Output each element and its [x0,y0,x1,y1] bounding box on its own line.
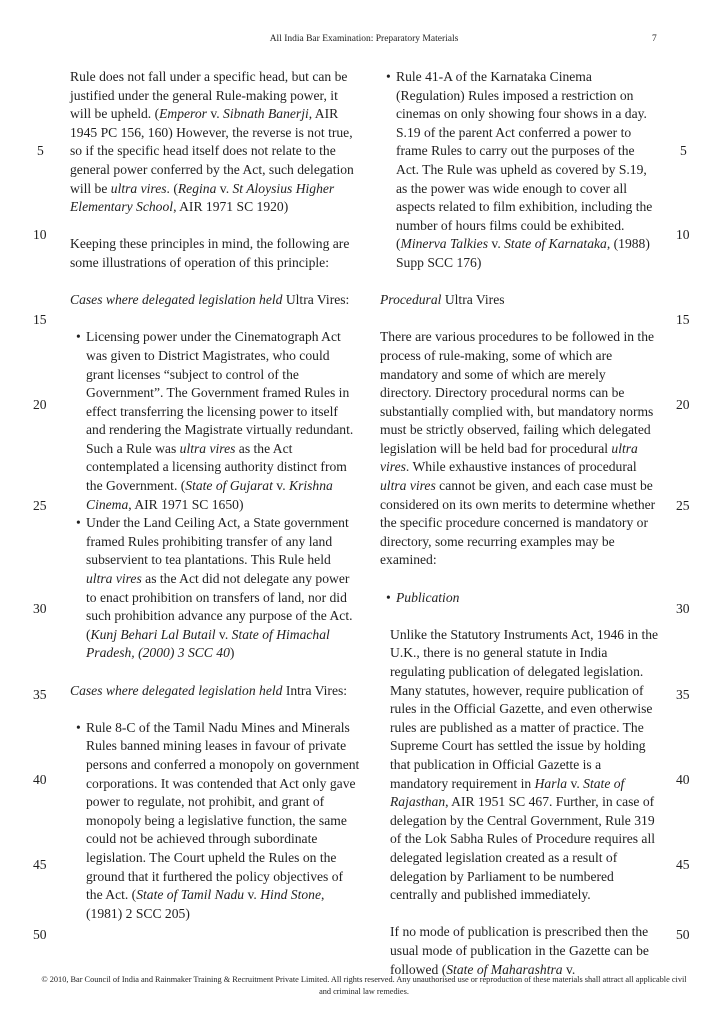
procedures-paragraph: There are various procedures to be followed in the process of rule-making, some of which are mandatory and some of which are merely directory. Directory procedural norms can be substantially complied with, but mandatory norms must be strictly observed, failing which delegated legislation will be held bad for procedural ultra vires. While exhaustive instances of procedural ultra vires cannot be given, and each case must be considered on its own merits to determine whether the specific procedure concerned is mandatory or directory, some recurring examples may be examined: [380,329,656,568]
page-number: 7 [652,34,657,44]
list-item: • Under the Land Ceiling Act, a State government framed Rules prohibiting transfer of any land subservient to tea plantations. This Rule held ultra vires as the Act did not delegate any power to enact prohibition on transfers of land, nor did such prohibition advance any purpose of the Act. (Kunj Behari Lal Butail v. State of Himachal Pradesh, (2000) 3 SCC 40) [70,514,360,663]
list-item: • Rule 41-A of the Karnataka Cinema (Regulation) Rules imposed a restriction on cinemas on only showing four shows in a day. S.19 of the parent Act conferred a power to frame Rules to carry out the purposes of the Act. The Rule was upheld as covered by S.19, as the power was wide enough to cover all aspects related to film exhibition, including the number of hours films could be exhibited. (Minerva Talkies v. State of Karnataka, (1988) Supp SCC 176) [380,68,660,273]
list-item: • Licensing power under the Cinematograph Act was given to District Magistrates, who could grant licenses “subject to control of the Government”. The Government framed Rules in effect transferring the licensing power to itself and rendering the Magistrate virtually redundant. Such a Rule was ultra vires as the Act contemplated a licensing authority distinct from the Government. (State of Gujarat v. Krishna Cinema, AIR 1971 SC 1650) [70,328,360,514]
line-number-right-40: 40 [676,772,690,787]
line-number-right-5: 5 [680,143,687,158]
publication-paragraph: Unlike the Statutory Instruments Act, 1946 in the U.K., there is no general statute in India regulating publication of delegated legislation. Many statutes, however, require publication of rules in the Official Gazette, and even otherwise rules are published as a matter of practice. The Supreme Court has settled the issue by holding that publication in Official Gazette is a mandatory requirement in Harla v. State of Rajasthan, AIR 1951 SC 467. Further, in case of delegation by the Central Government, Rule 319 of the Lok Sabha Rules of Procedure requires all delegated legislation created as a result of delegation by Parliament to be numbered centrally and published immediately. [390,626,659,903]
line-number-right-30: 30 [676,601,690,616]
line-number-left-40: 40 [33,772,47,787]
copyright-footer: © 2010, Bar Council of India and Rainmaker Training & Recruitment Private Limited. All rights reserved. Any unauthorised use or reproduction of these materials shall attract all applicable civil and criminal law remedies. [41,975,687,996]
line-number-left-30: 30 [33,601,47,616]
left-column [70,68,360,923]
line-number-left-35: 35 [33,687,47,702]
line-number-left-25: 25 [33,498,47,513]
publication-heading-list [380,589,660,608]
line-number-left-10: 10 [33,227,47,242]
list-item: • Rule 8-C of the Tamil Nadu Mines and Minerals Rules banned mining leases in favour of private persons and conferred a monopoly on government corporations. It was contended that Act only gave power to regulate, not prohibit, and grant of monopoly being a legislative function, the same could not be achieved through subordinate legislation. The Court upheld the Rules on the ground that it furthered the policy objectives of the Act. (State of Tamil Nadu v. Hind Stone, (1981) 2 SCC 205) [70,719,360,924]
line-number-left-45: 45 [33,857,47,872]
karnataka-list [380,68,660,273]
ultra-vires-list [70,328,360,663]
line-number-left-15: 15 [33,312,47,327]
line-number-right-45: 45 [676,857,690,872]
list-item: • Publication [380,589,660,608]
illustrations-paragraph: Keeping these principles in mind, the following are some illustrations of operation of this principle: [70,236,350,270]
ultra-vires-heading: Cases where delegated legislation held Ultra Vires: [70,292,350,308]
intro-paragraph: Rule does not fall under a specific head, but can be justified under the general Rule-making power, it will be upheld. (Emperor v. Sibnath Banerji, AIR 1945 PC 156, 160) However, the reverse is not true, so if the specific head itself does not relate to the general power conferred by the Act, such delegation will be ultra vires. (Regina v. St Aloysius Higher Elementary School, AIR 1971 SC 1920) [70,69,354,215]
right-column [380,68,660,979]
line-number-right-35: 35 [676,687,690,702]
header-title: All India Bar Examination: Preparatory Materials [269,34,459,44]
line-number-right-50: 50 [676,927,690,942]
line-number-left-20: 20 [33,397,47,412]
line-number-left-5: 5 [37,143,44,158]
intra-vires-list [70,719,360,924]
intra-vires-heading: Cases where delegated legislation held Intra Vires: [70,682,348,698]
line-number-left-50: 50 [33,927,47,942]
mode-of-publication-paragraph: If no mode of publication is prescribed then the usual mode of publication in the Gazette can be followed (State of Maharashtra v. [390,924,649,977]
procedural-heading: Procedural Ultra Vires [380,292,505,308]
line-number-right-25: 25 [676,498,690,513]
line-number-right-10: 10 [676,227,690,242]
line-number-right-20: 20 [676,397,690,412]
line-number-right-15: 15 [676,312,690,327]
